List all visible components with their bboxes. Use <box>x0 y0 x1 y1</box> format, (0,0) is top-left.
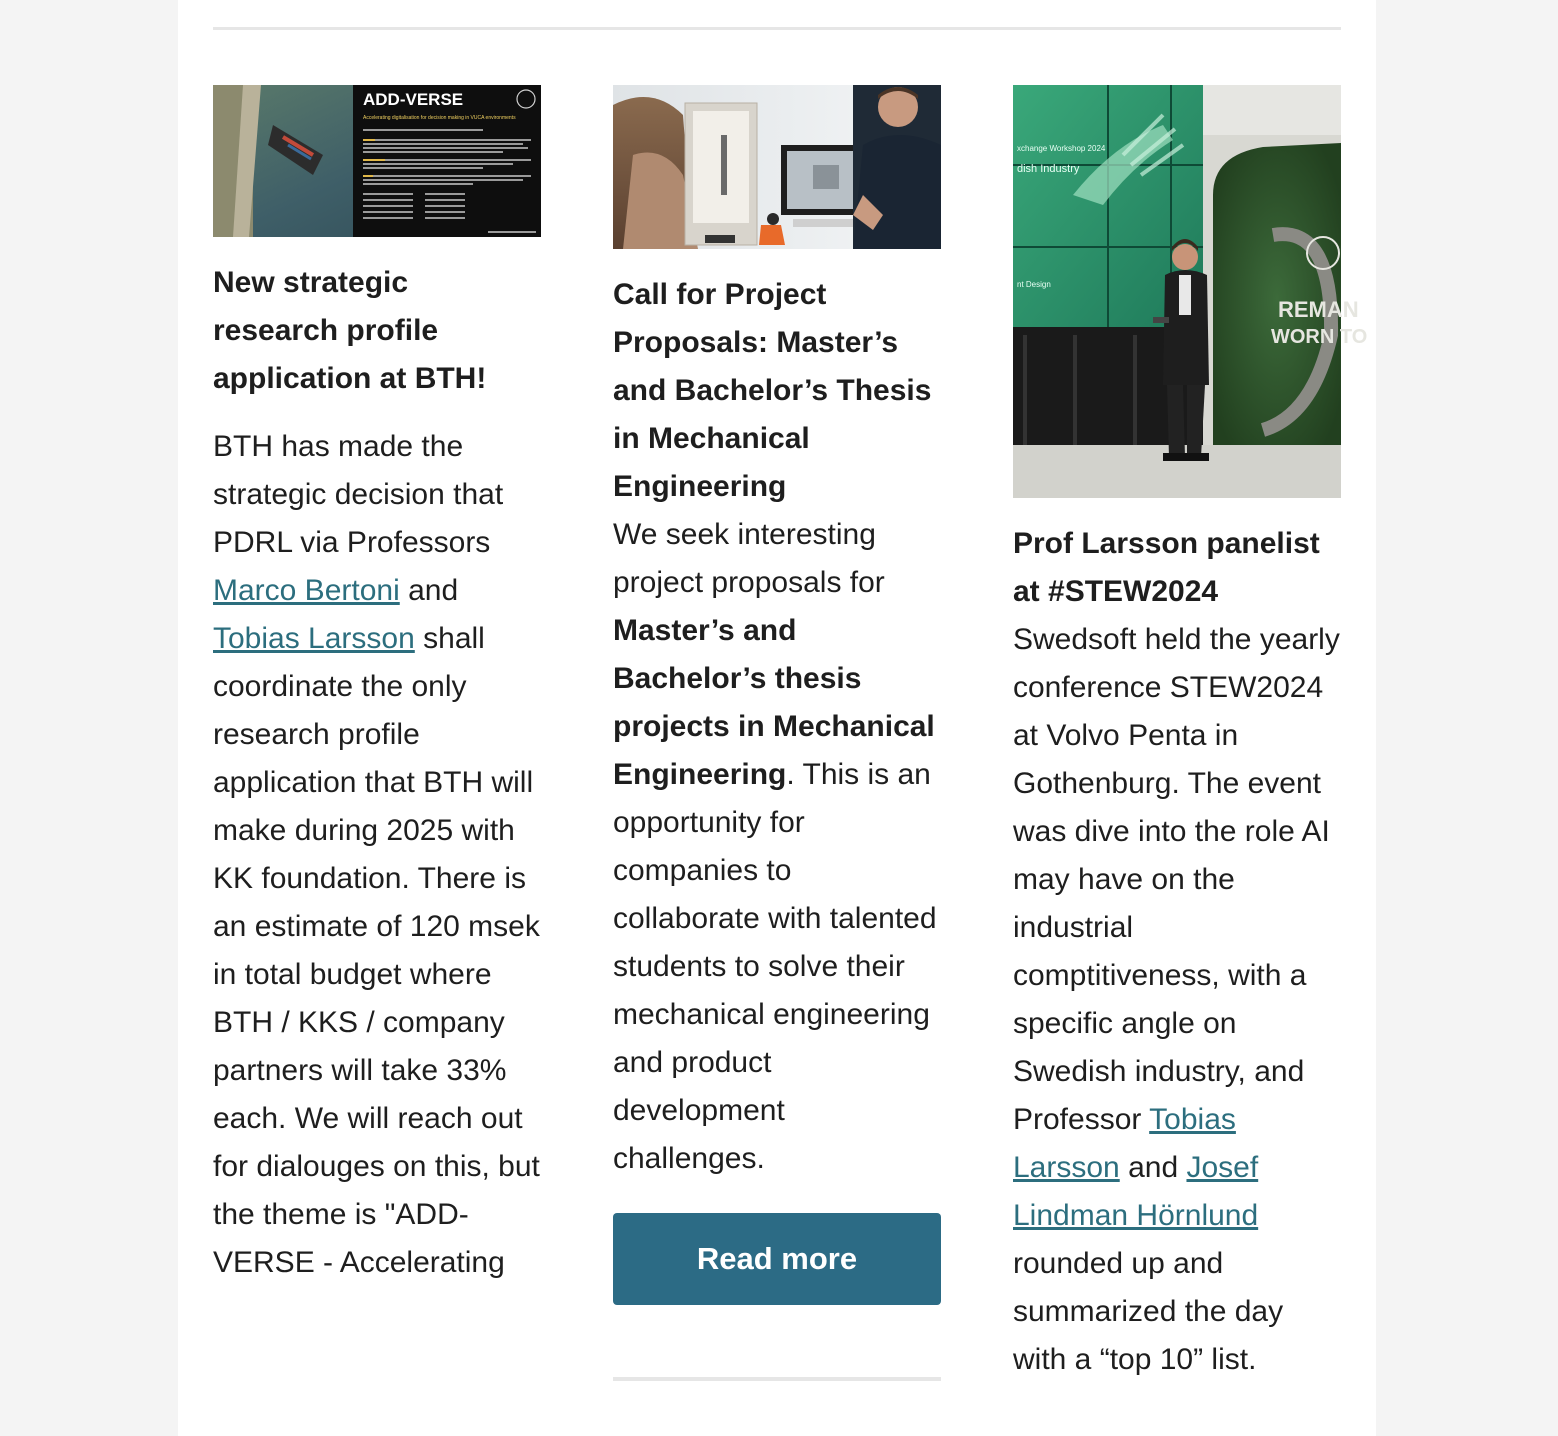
link-tobias-larsson[interactable]: Tobias Larsson <box>213 622 415 655</box>
body-text-segment: We seek interesting project proposals for <box>613 518 885 599</box>
body-text-segment: Swedsoft held the yearly conference STEW2024 at Volvo Penta in Gothenburg. The event was dive into the role AI may have on the industrial comptitiveness, with a specific angle on Swedish industry, and Professor <box>1013 623 1340 1136</box>
article-image[interactable] <box>613 85 941 249</box>
body-text-segment: and <box>399 574 459 607</box>
body-text-segment: BTH has made the strategic decision that PDRL via Professors <box>213 430 504 559</box>
body-text-segment: rounded up and summarized the day with a “top 10” list. <box>1013 1247 1284 1376</box>
article-title: Call for Project Proposals: Master’s and Bachelor’s Thesis in Mechanical Engineering <box>613 278 932 503</box>
stew2024-speaker-image <box>1013 85 1368 498</box>
link-josef-lindman-hornlund[interactable]: Josef Lindman Hörnlund <box>1013 1151 1259 1232</box>
article-body <box>613 511 941 1183</box>
sign-text-worn: WORN TO <box>1271 326 1368 348</box>
link-tobias-larsson[interactable]: Tobias Larsson <box>1013 1103 1236 1184</box>
students-3d-printer-image <box>613 85 941 249</box>
screen-text-industry: dish Industry <box>1017 163 1080 175</box>
newsletter-content <box>178 0 1376 1436</box>
add-verse-slide-image <box>213 85 541 237</box>
read-more-button[interactable]: Read more <box>613 1213 941 1305</box>
slide-title: ADD-VERSE <box>363 90 464 109</box>
body-text-segment: and <box>1119 1151 1187 1184</box>
article-call-for-proposals <box>613 85 941 1381</box>
article-body <box>1013 616 1341 1384</box>
article-body <box>213 423 541 1287</box>
screen-text-design: nt Design <box>1017 280 1051 289</box>
body-bold-segment: Master’s and Bachelor’s thesis projects in Mechanical Engineering <box>613 614 935 791</box>
article-title: Prof Larsson panelist at #STEW2024 <box>1013 527 1320 608</box>
screen-text-workshop: xchange Workshop 2024 <box>1017 144 1106 153</box>
body-text-segment: . This is an opportunity for companies to collaborate with talented students to solve their mechanical engineering and product development challenges. <box>613 758 937 1175</box>
article-image[interactable] <box>1013 85 1368 498</box>
article-title: New strategic research profile application at BTH! <box>213 266 487 395</box>
article-research-profile <box>213 85 541 1287</box>
article-image[interactable] <box>213 85 541 237</box>
article-stew2024 <box>1013 85 1368 1384</box>
link-marco-bertoni[interactable]: Marco Bertoni <box>213 574 400 607</box>
slide-subtitle: Accelerating digitalisation for decision making in VUCA environments <box>363 115 516 121</box>
sign-text-reman: REMAN <box>1278 297 1359 322</box>
top-divider <box>213 27 1341 30</box>
section-divider <box>613 1377 941 1381</box>
body-text-segment: shall coordinate the only research profile application that BTH will make during 2025 with KK foundation. There is an estimate of 120 msek in total budget where BTH / KKS / company partners will take 33% each. We will reach out for dialouges on this, but the theme is "ADD-VERSE - Accelerating <box>213 622 540 1279</box>
